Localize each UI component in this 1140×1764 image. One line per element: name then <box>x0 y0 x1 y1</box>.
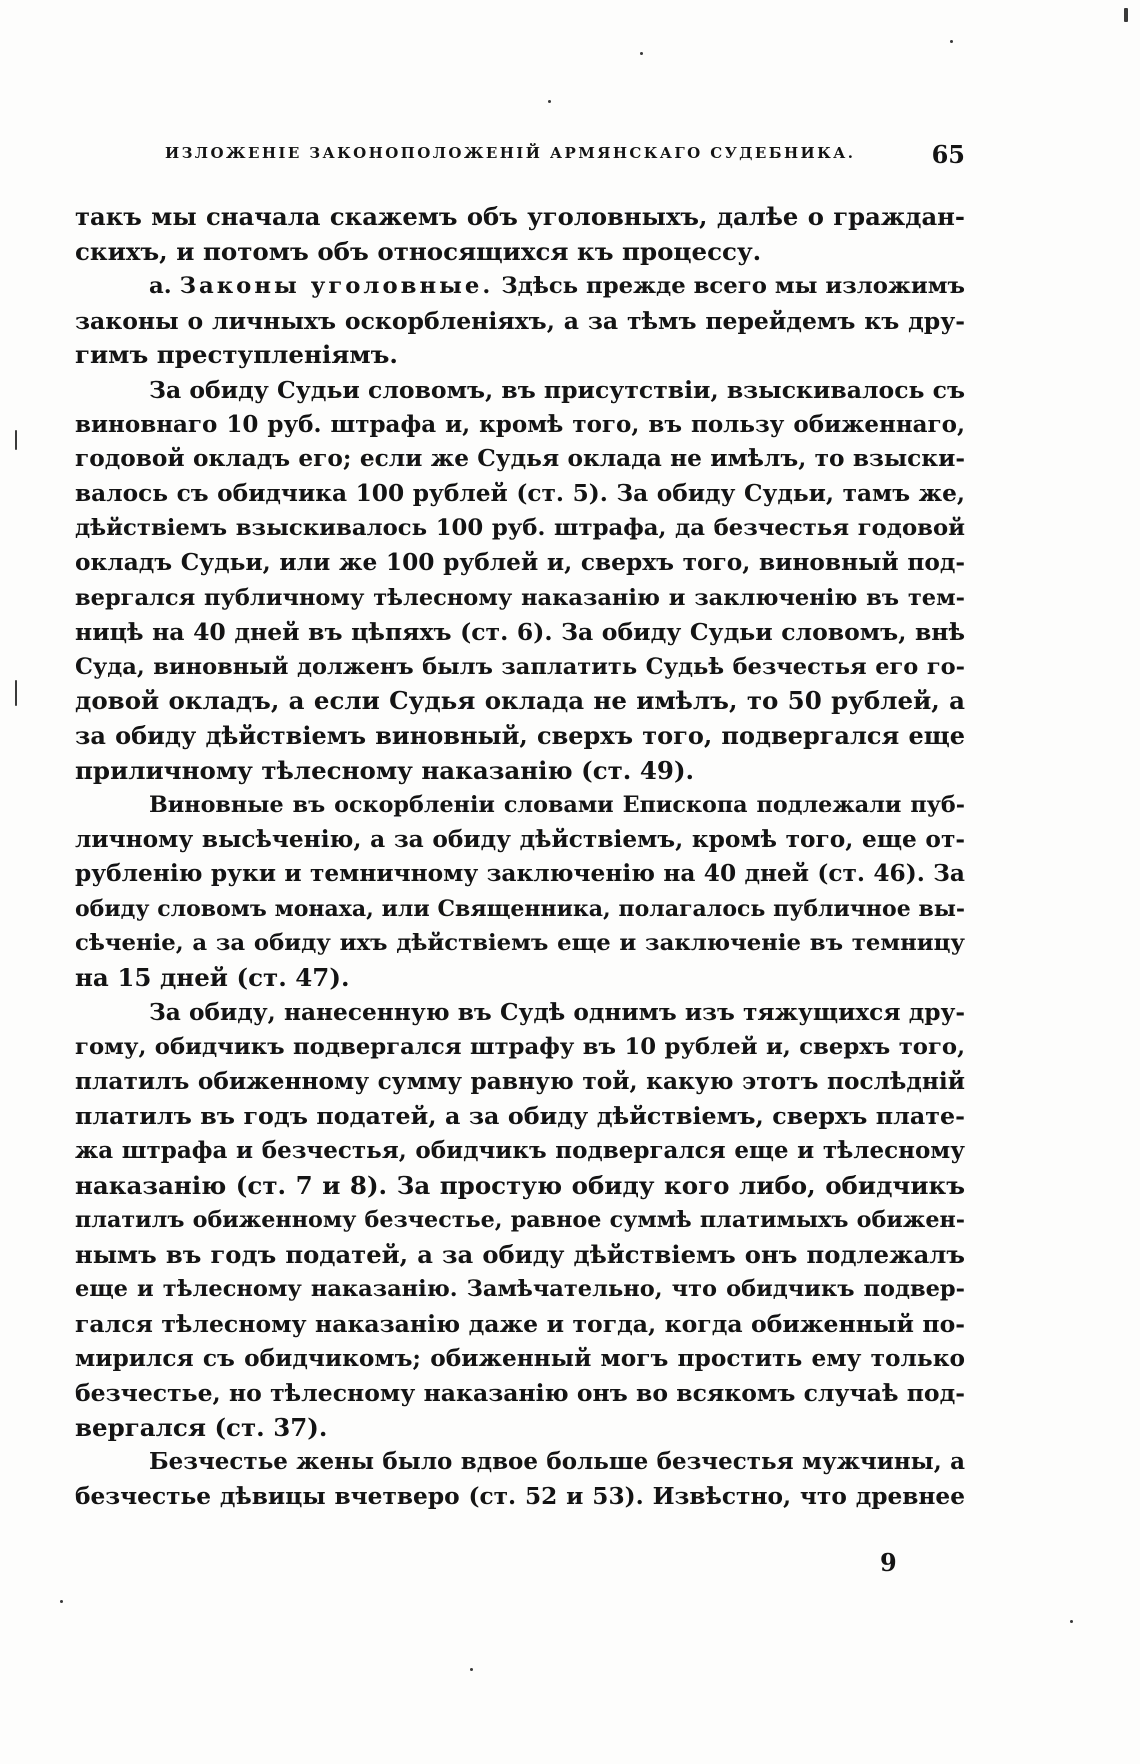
text-line: мирился съ обидчикомъ; обиженный могъ простить ему только <box>75 1344 965 1372</box>
text-line: гался тѣлесному наказанію даже и тогда, когда обиженный по- <box>75 1310 965 1338</box>
scan-speck <box>15 430 17 450</box>
text-line: на 15 дней (ст. 47). <box>75 963 350 993</box>
text-line: законы о личныхъ оскорбленіяхъ, а за тѣмъ перейдемъ къ дру- <box>75 306 965 335</box>
scan-speck <box>950 40 953 43</box>
scan-speck <box>1070 1620 1073 1623</box>
text-line: сѣченіе, а за обиду ихъ дѣйствіемъ еще и заключеніе въ темницу <box>75 930 965 957</box>
text-line: платилъ обиженному безчестье, равное суммѣ платимыхъ обижен- <box>75 1207 965 1234</box>
text-line: рубленію руки и темничному заключенію на 40 дней (ст. 46). За <box>75 860 965 888</box>
text-line: наказанію (ст. 7 и 8). За простую обиду кого либо, обидчикъ <box>75 1170 965 1200</box>
text-line: гому, обидчикъ подвергался штрафу въ 10 рублей и, сверхъ того, <box>75 1034 965 1061</box>
paragraph-start-line: Безчестье жены было вдвое больше безчестья мужчины, а <box>149 1448 965 1476</box>
text-line: еще и тѣлесному наказанію. Замѣчательно, что обидчикъ подвер- <box>75 1276 965 1303</box>
signature-mark: 9 <box>880 1548 897 1577</box>
scan-speck <box>548 100 551 103</box>
text-line: скихъ, и потомъ объ относящихся къ процессу. <box>75 236 762 266</box>
text-line: платилъ обиженному сумму равную той, какую этотъ послѣдній <box>75 1067 965 1095</box>
scan-speck <box>470 1668 473 1671</box>
text-line: валось съ обидчика 100 рублей (ст. 5). За обиду Судьи, тамъ же, <box>75 479 965 507</box>
text-line: Суда, виновный долженъ былъ заплатить Судьѣ безчестья его го- <box>75 653 965 680</box>
section-heading-line: а. Законы уголовные. Здѣсь прежде всего мы изложимъ <box>149 273 965 300</box>
page-header <box>165 140 965 170</box>
running-title: ИЗЛОЖЕНІЕ ЗАКОНОПОЛОЖЕНІЙ АРМЯНСКАГО СУДЕБНИКА. <box>165 144 856 162</box>
text-line: виновнаго 10 руб. штрафа и, кромѣ того, въ пользу обиженнаго, <box>75 410 965 438</box>
paragraph-start-line: Виновные въ оскорбленіи словами Епископа подлежали пуб- <box>149 792 965 819</box>
body-text <box>75 200 965 1515</box>
text-line: личному высѣченію, а за обиду дѣйствіемъ, кромѣ того, еще от- <box>75 825 965 853</box>
text-line: дѣйствіемъ взыскивалось 100 руб. штрафа, да безчестья годовой <box>75 515 965 542</box>
text-line: безчестье, но тѣлесному наказанію онъ во всякомъ случаѣ под- <box>75 1379 965 1408</box>
text-line: такъ мы сначала скажемъ объ уголовныхъ, далѣе о граждан- <box>75 202 965 231</box>
text-line: безчестье дѣвицы вчетверо (ст. 52 и 53). Извѣстно, что древнее <box>75 1482 965 1510</box>
page-number: 65 <box>931 140 965 169</box>
text-line: обиду словомъ монаха, или Священника, полагалось публичное вы- <box>75 895 965 922</box>
scan-speck <box>1124 8 1128 22</box>
text-line: жа штрафа и безчестья, обидчикъ подвергался еще и тѣлесному <box>75 1137 965 1165</box>
scan-speck <box>60 1600 63 1603</box>
section-heading: Законы уголовные. <box>179 273 494 300</box>
paragraph-start-line: За обиду Судьи словомъ, въ присутствіи, взыскивалось съ <box>149 375 965 404</box>
scan-speck <box>640 52 643 55</box>
text-line: ницѣ на 40 дней въ цѣпяхъ (ст. 6). За обиду Судьи словомъ, внѣ <box>75 618 965 647</box>
scan-speck <box>15 680 17 706</box>
text-line: годовой окладъ его; если же Судья оклада не имѣлъ, то взыски- <box>75 445 965 473</box>
text-line: вергался (ст. 37). <box>75 1412 328 1442</box>
paragraph-start-line: За обиду, нанесенную въ Судѣ однимъ изъ тяжущихся дру- <box>149 998 965 1026</box>
text-line: довой окладъ, а если Судья оклада не имѣлъ, то 50 рублей, а <box>75 686 965 716</box>
text-line: вергался публичному тѣлесному наказанію и заключенію въ тем- <box>75 584 965 611</box>
text-line: гимъ преступленіямъ. <box>75 340 398 370</box>
text-line: за обиду дѣйствіемъ виновный, сверхъ того, подвергался еще <box>75 720 965 750</box>
text-line: платилъ въ годъ податей, а за обиду дѣйствіемъ, сверхъ плате- <box>75 1102 965 1131</box>
text-line: нымъ въ годъ податей, а за обиду дѣйствіемъ онъ подлежалъ <box>75 1239 965 1269</box>
text-line: окладъ Судьи, или же 100 рублей и, сверхъ того, виновный под- <box>75 548 965 576</box>
text-line: приличному тѣлесному наказанію (ст. 49). <box>75 755 695 785</box>
